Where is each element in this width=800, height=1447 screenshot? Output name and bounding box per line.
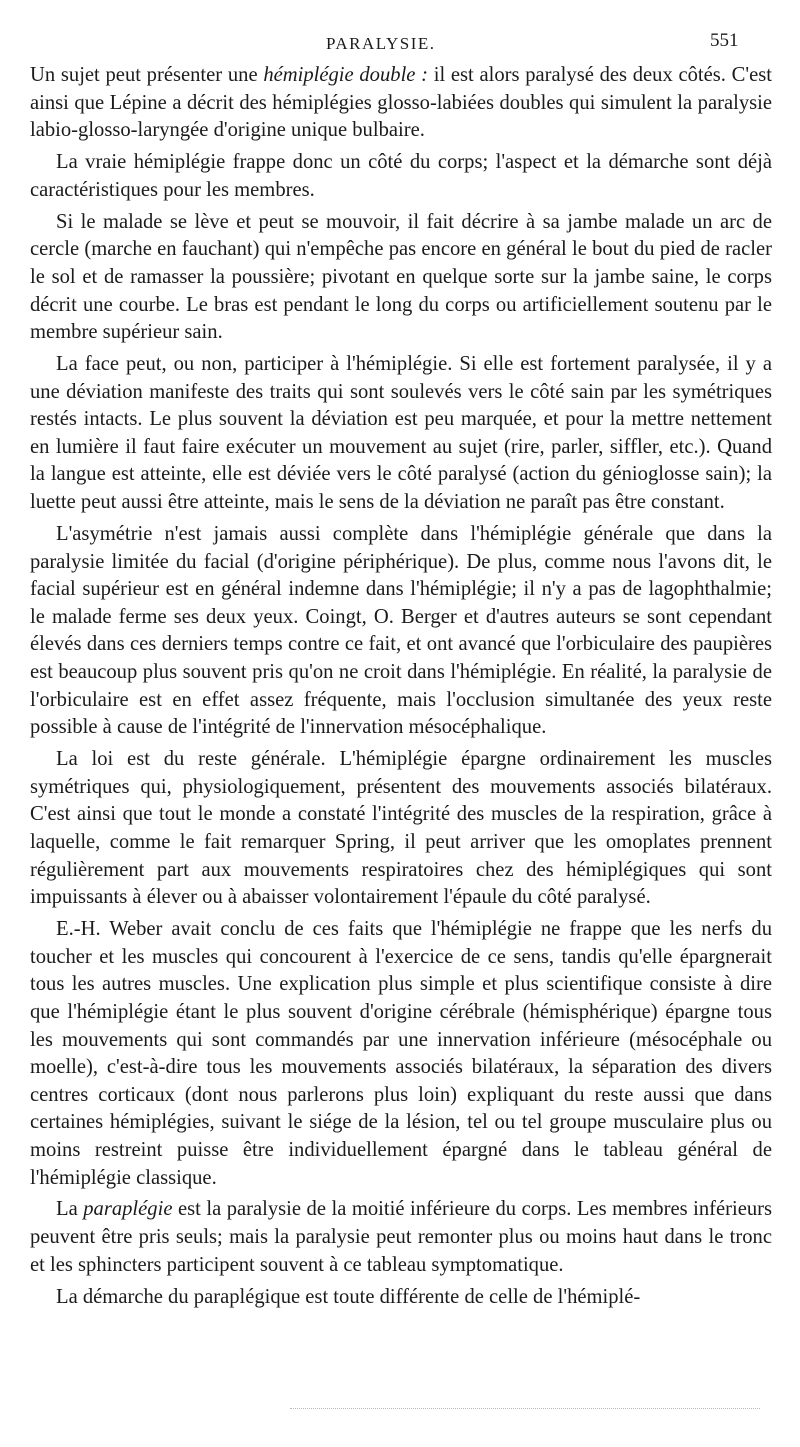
footer-artifact-line <box>290 1408 760 1410</box>
paragraph-paraplegic-gait: La démarche du paraplégique est toute différente de celle de l'hémiplé- <box>56 1285 641 1308</box>
paragraph-text: il est alors paralysé des deux côtés. C'est ainsi que Lépine a décrit des hémiplégies glosso-labiées doubles qui simulent la paralysie labio-glosso-laryngée d'origine unique bulbaire. <box>30 64 772 142</box>
paragraph-general-law: La loi est du reste générale. L'hémiplégie épargne ordinairement les muscles symétriques qui, physiologiquement, présentent des mouvements associés bilatéraux. C'est ainsi que tout le monde a constaté l'intégrité des muscles de la respiration, grâce à laquelle, comme le fait remarquer Spring, il peut arriver que les omoplates prennent régulièrement part aux mouvements respiratoires chez des hémiplégiques qui sont impuissants à élever ou à abaisser volontairement l'épaule du côté paralysé. <box>30 748 772 909</box>
paragraph-true-hemiplegia: La vraie hémiplégie frappe donc un côté du corps; l'aspect et la démarche sont déjà caractéristiques pour les membres. <box>30 151 772 201</box>
page-number: 551 <box>710 30 739 51</box>
paragraph-asymmetry: L'asymétrie n'est jamais aussi complète dans l'hémiplégie générale que dans la paralysie limitée du facial (d'origine périphérique). De plus, comme nous l'avons dit, le facial supérieur est en général indemne dans l'hémiplégie; il n'y a pas de lagophthalmie; le malade ferme ses deux yeux. Coingt, O. Berger et d'autres auteurs se sont cependant élevés dans ces derniers temps contre ce fait, et ont avancé que l'orbiculaire des paupières est beaucoup plus souvent pris qu'on ne croit dans l'hémiplégie. En réalité, la paralysie de l'orbiculaire est en effet assez fréquente, mais l'occlusion simultanée des yeux reste possible à cause de l'intégrité de l'innervation mésocéphalique. <box>30 523 772 739</box>
paragraph-face: La face peut, ou non, participer à l'hémiplégie. Si elle est fortement paralysée, il y a une déviation manifeste des traits qui sont soulevés vers le côté sain par les symétriques restés intacts. Le plus souvent la déviation est peu marquée, et pour la mettre nettement en lumière il faut faire exécuter un mouvement au sujet (rire, parler, siffler, etc.). Quand la langue est atteinte, elle est déviée vers le côté paralysé (action du génioglosse sain); la luette peut aussi être atteinte, mais le sens de la déviation ne paraît pas être constant. <box>30 353 772 514</box>
body-text <box>30 62 772 1316</box>
paragraph-gait: Si le malade se lève et peut se mouvoir, il fait décrire à sa jambe malade un arc de cercle (marche en fauchant) qui n'empêche pas encore en général le bout du pied de racler le sol et de ramasser la poussière; pivotant en quelque sorte sur la jambe saine, le corps décrit une courbe. Le bras est pendant le long du corps ou artificiellement soutenu par le membre supérieur sain. <box>30 210 772 344</box>
paragraph-double-hemiplegia <box>30 62 772 145</box>
paragraph-text: La <box>56 1198 84 1221</box>
emphasized-term: hémiplégie double : <box>263 64 429 86</box>
running-title: PARALYSIE. <box>326 34 436 53</box>
paragraph-text: est la paralysie de la moitié inférieure du corps. Les membres inférieurs peuvent être pris seuls; mais la paralysie peut remonter plus ou moins haut dans le tronc et les sphincters participent souvent à ce tableau symptomatique. <box>30 1198 773 1276</box>
paragraph-weber: E.-H. Weber avait conclu de ces faits que l'hémiplégie ne frappe que les nerfs du toucher et les muscles qui concourent à l'exercice de ce sens, tandis qu'elle épargnerait tous les autres muscles. Une explication plus simple et plus scientifique consiste à dire que l'hémiplégie étant le plus souvent d'origine cérébrale (hémisphérique) épargne tous les mouvements qui sont commandés par une innervation inférieure (mésocéphale ou moelle), c'est-à-dire tous les mouvements associés bilatéraux, la séparation des divers centres corticaux (dont nous parlerons plus loin) expliquant du reste aussi que dans certaines hémiplégies, suivant le siége de la lésion, tel ou tel groupe musculaire plus ou moins restreint puisse être individuellement épargné dans le tableau général de l'hémiplégie classique. <box>30 918 772 1189</box>
emphasized-term: paraplégie <box>83 1198 173 1221</box>
paragraph-paraplegia <box>30 1196 772 1279</box>
paragraph-text: Un sujet peut présenter une <box>30 64 264 86</box>
